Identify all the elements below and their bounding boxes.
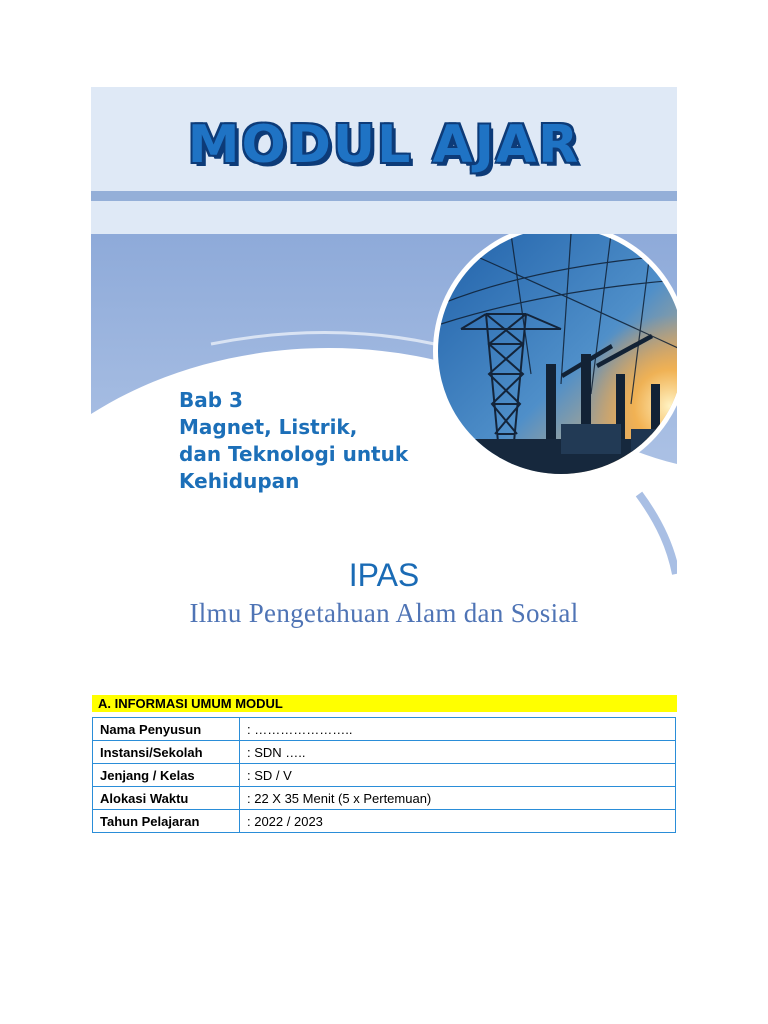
chapter-title-line-3: Kehidupan: [179, 469, 300, 493]
chapter-title-line-2: dan Teknologi untuk: [179, 442, 409, 466]
table-row: [93, 741, 676, 764]
row-label: Instansi/Sekolah: [93, 741, 240, 764]
row-value: : 2022 / 2023: [240, 810, 676, 833]
table-row: [93, 764, 676, 787]
row-label: Jenjang / Kelas: [93, 764, 240, 787]
row-label: Nama Penyusun: [93, 718, 240, 741]
table-row: [93, 787, 676, 810]
chapter-number: Bab 3: [179, 388, 243, 412]
table-row: [93, 810, 676, 833]
header-band-lower: [91, 201, 677, 235]
chapter-block: [179, 387, 408, 495]
row-value: : 22 X 35 Menit (5 x Pertemuan): [240, 787, 676, 810]
section-heading: [92, 695, 677, 712]
header-stripe: [91, 191, 677, 201]
row-value: : SDN …..: [240, 741, 676, 764]
row-value: : …………………..: [240, 718, 676, 741]
subject-full-name: Ilmu Pengetahuan Alam dan Sosial: [189, 598, 579, 628]
chapter-title-line-1: Magnet, Listrik,: [179, 415, 358, 439]
subject-code: IPAS: [348, 557, 420, 593]
row-label: Tahun Pelajaran: [93, 810, 240, 833]
row-label: Alokasi Waktu: [93, 787, 240, 810]
info-table: [92, 717, 676, 833]
cover: [91, 87, 677, 680]
section-heading-text: A. INFORMASI UMUM MODUL: [98, 696, 283, 711]
row-value: : SD / V: [240, 764, 676, 787]
cover-title: MODUL AJAR: [187, 115, 581, 175]
table-row: [93, 718, 676, 741]
